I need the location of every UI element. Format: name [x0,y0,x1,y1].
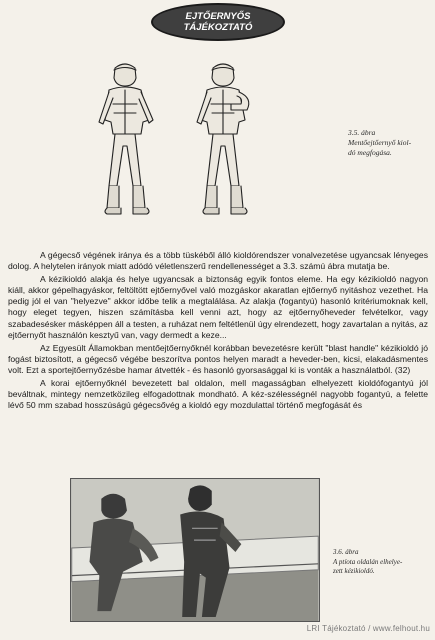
caption-bottom-line1: 3.6. ábra [333,548,359,556]
paragraph: A korai ejtőernyőknél bevezetett bal oldalon, mell magasságban elhelyezett kioldófogantyú jól beváltnak, mintegy nemzetközileg elfogadottnak mondható. A kéz-szélességnél nagyobb fogantyú, a felette lévő 50 mm szabad hosszúságú gégecsővég a kioldó egy mozdulattal történő megfogását és [8,378,428,411]
figure-right-parachutist [197,64,249,214]
caption-bottom-line2: A ptíota oldalán elhelye- [333,557,403,566]
caption-top-line1: 3.5. ábra [348,128,376,137]
parachutist-photo [70,478,320,622]
paragraph: A kézikioldó alakja és helye ugyancsak a biztonság egyik fontos eleme. Ha egy kézikioldó nagyon kiáll, akkor gépelhagyáskor, feltöltött ejtőernyővel való mozgáskor akaratlan ejtőernyő nyitáshoz vezethet. Ha pedig jól el van "helyezve" akkor időbe telik a megtalálása. Az alakja (fogantyú) hasonló kritériumoknak kell, hogy eleget tegyen, hiszen számításba kell venni azt, hogy az ejtőernyőheveder felvételkor, vagy szabadesésker másképpen áll a testen, a ruházat nem feltétlenül úgy elrendezett, hogy zavartalan a nyitás, az ejtőernyőt használón kesztyű van, vagy dermedt a keze... [8,274,428,340]
caption-top-line3: dó megfogása. [348,148,392,157]
figure-caption-bottom [333,548,423,577]
caption-top-line2: Mentőejtőernyő kiol- [348,138,412,147]
page-footer: LRI Tájékoztató / www.felhout.hu [306,624,430,633]
parachutist-illustration [85,58,335,238]
figure-left-parachutist [99,64,153,214]
paragraph: A gégecső végének iránya és a több tüskéből álló kioldórendszer vonalvezetése ugyancsak lényeges dolog. A helytelen irányok miatt adódó véletlenszerű rendellenességet a 3.3. számú ábra mutatja be. [8,250,428,272]
caption-bottom-line3: zett kézikioldó. [333,567,375,575]
figure-caption-top [348,128,428,158]
paragraph: Az Egyesült Államokban mentőejtőernyőknél korábban bevezetésre került "blast handle" kézikioldó jó fogást biztosított, a gégecső végébe beszorítva pontos helyen maradt a heveder-ben, kicsi, elakadásmentes volt. Ezt a sportejtőernyőzésbe hamar átvették - és hasonló gyorsasággal ki is vonták a használatból. (32) [8,342,428,375]
header-title-line1: EJTŐERNYŐS [185,11,251,22]
body-text [8,250,428,413]
header-title-line2: TÁJÉKOZTATÓ [183,22,253,33]
header-badge [151,3,285,41]
